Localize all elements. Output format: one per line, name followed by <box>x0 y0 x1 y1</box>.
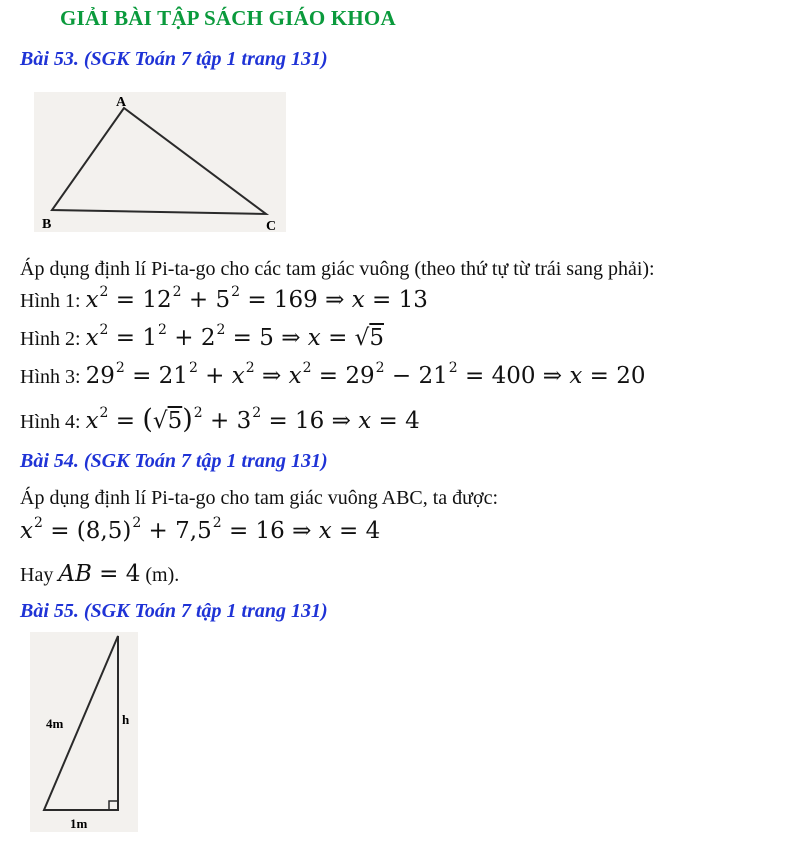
page-title: GIẢI BÀI TẬP SÁCH GIÁO KHOA <box>60 6 396 30</box>
label-a: A <box>116 95 127 110</box>
exercise-54-intro: Áp dụng định lí Pi-ta-go cho tam giác vuông ABC, ta được: <box>20 487 499 509</box>
label-hypotenuse: 4m <box>46 716 64 731</box>
formula-hinh-3: Hình 3: $29^2 = 21^2 + x^2$ ⇒ $x^2 = 29^2 - 21^2 = 400$ ⇒ x = 20 <box>20 360 646 389</box>
exercise-55-figure <box>30 632 138 832</box>
label-base: 1m <box>70 816 88 831</box>
formula-hinh-4: Hình 4: $x^2 = (√5)^2 + 3^2 = 16$ ⇒ x = 4 <box>20 404 420 435</box>
exercise-53-heading: Bài 53. (SGK Toán 7 tập 1 trang 131) <box>20 48 328 70</box>
label-c: C <box>266 219 277 232</box>
formula-ex54: $x^2 = (8,5)^2 + 7,5^2 = 16$ ⇒ x = 4 <box>20 515 381 544</box>
exercise-54-heading: Bài 54. (SGK Toán 7 tập 1 trang 131) <box>20 450 328 472</box>
label-hay: Hay <box>20 564 54 586</box>
answer-ex54: Hay AB = 4 (m). <box>20 561 180 587</box>
label-hinh-3: Hình 3: <box>20 366 81 388</box>
exercise-55-heading: Bài 55. (SGK Toán 7 tập 1 trang 131) <box>20 600 328 622</box>
unit-m: (m). <box>145 564 180 586</box>
exercise-53-intro: Áp dụng định lí Pi-ta-go cho các tam giác vuông (theo thứ tự từ trái sang phải): <box>20 258 655 280</box>
label-height: h <box>122 712 130 727</box>
formula-hinh-2: Hình 2: $x^2 = 1^2 + 2^2 = 5$ ⇒ x = √5 <box>20 322 384 351</box>
right-angle-mark <box>109 801 118 810</box>
exercise-53-figure <box>34 92 286 232</box>
triangle-abc-diagram <box>34 92 286 232</box>
label-hinh-4: Hình 4: <box>20 411 81 433</box>
formula-hinh-1: Hình 1: $x^2 = 12^2 + 5^2 = 169$ ⇒ x = 13 <box>20 284 428 313</box>
label-hinh-1: Hình 1: <box>20 290 81 312</box>
ladder-triangle-diagram <box>30 632 138 832</box>
label-b: B <box>42 217 52 232</box>
label-hinh-2: Hình 2: <box>20 328 81 350</box>
